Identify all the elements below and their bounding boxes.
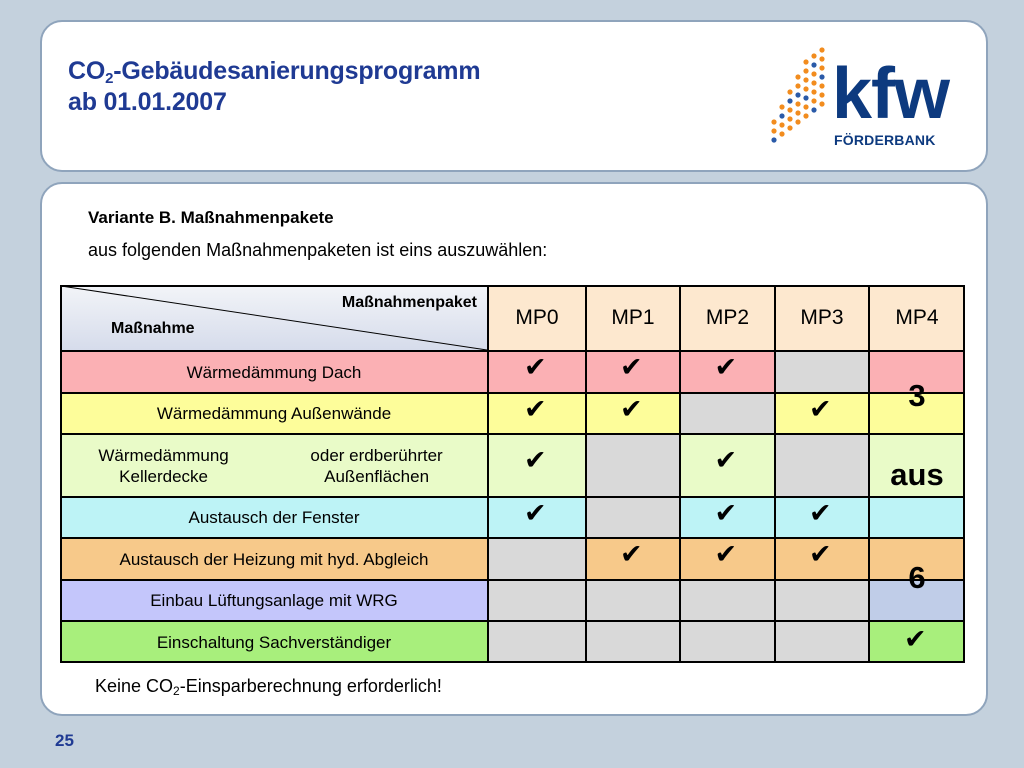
column-header-mp4: MP4 [869,285,965,351]
table-cell [586,621,680,663]
row-label: Einbau Lüftungsanlage mit WRG [60,580,488,621]
table-cell [586,580,680,621]
check-icon: ✔ [809,498,832,529]
title-co: CO [68,57,106,85]
kfw-wordmark: kfw [832,54,950,134]
check-icon: ✔ [809,394,832,425]
table-cell [775,434,869,497]
check-icon: ✔ [620,352,643,383]
check-icon: ✔ [524,394,547,425]
check-icon: ✔ [809,539,832,570]
check-icon: ✔ [524,352,547,383]
check-icon: ✔ [620,539,643,570]
check-icon: ✔ [714,445,738,476]
column-header-mp1: MP1 [586,285,680,351]
row-label [60,434,488,497]
row-label: Wärmedämmung Außenwände [60,393,488,434]
corner-label-package: Maßnahmenpaket [341,294,477,311]
row-label-line: Wärmedämmung Kellerdecke [98,445,229,486]
mp4-choice-text: 3 [908,378,926,413]
table-cell [775,621,869,663]
table-cell [488,580,586,621]
slide-title [68,56,480,118]
note-pre: Keine CO [95,676,174,696]
mp4-choice-text: aus [890,457,944,492]
variant-title: Variante B. Maßnahmenpakete [88,208,334,227]
table-cell [680,580,775,621]
table-corner-cell [60,285,488,351]
check-icon: ✔ [524,445,547,476]
row-label: Wärmedämmung Dach [60,351,488,393]
row-label: Austausch der Fenster [60,497,488,538]
footnote [95,676,442,697]
note-sub: 2 [173,684,180,698]
table-cell [680,393,775,434]
row-label: Einschaltung Sachverständiger [60,621,488,663]
check-icon: ✔ [524,498,547,529]
corner-label-measure: Maßnahme [111,320,195,337]
variant-subtitle: aus folgenden Maßnahmenpaketen ist eins auszuwählen: [88,240,548,260]
table-cell [775,580,869,621]
row-label-line: oder erdberührter Außenflächen [310,445,443,486]
table-cell [488,621,586,663]
title-sub-2: 2 [105,70,114,87]
mp4-choice-text: 6 [908,560,926,595]
check-icon: ✔ [714,352,738,383]
check-icon: ✔ [904,624,927,655]
table-cell [586,497,680,538]
note-post: -Einsparberechnung erforderlich! [179,676,442,696]
column-header-mp0: MP0 [488,285,586,351]
title-program: -Gebäudesanierungsprogramm [113,57,481,85]
check-icon: ✔ [620,394,643,425]
kfw-subline: FÖRDERBANK [834,132,936,148]
title-date: ab 01.01.2007 [68,88,227,116]
table-cell [775,351,869,393]
check-icon: ✔ [714,539,738,570]
column-header-mp2: MP2 [680,285,775,351]
check-icon: ✔ [714,498,738,529]
mp4-cell [869,497,965,538]
page-number: 25 [55,731,74,750]
table-cell [680,621,775,663]
table-cell [488,538,586,580]
table-cell [586,434,680,497]
column-header-mp3: MP3 [775,285,869,351]
row-label: Austausch der Heizung mit hyd. Abgleich [60,538,488,580]
